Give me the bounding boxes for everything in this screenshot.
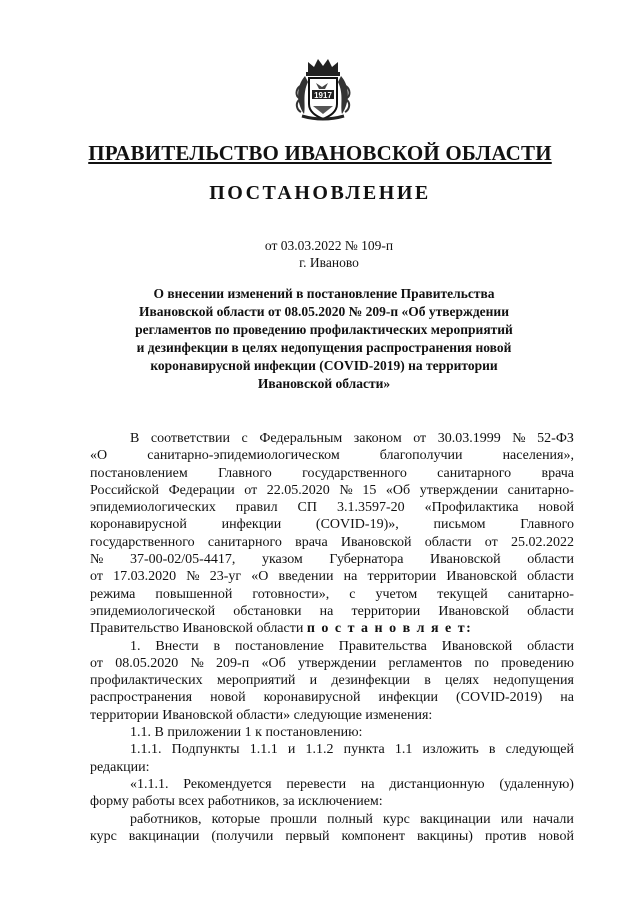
word: области [527,638,574,654]
word: территории [367,569,437,585]
document-type: ПОСТАНОВЛЕНИЕ [209,182,431,204]
word: пункта [343,742,385,758]
text-line [90,482,574,499]
word: распространения [90,690,193,706]
word: соответствии [150,431,230,446]
word: от [90,655,103,671]
document-city: г. Иваново [299,255,359,270]
text-line [90,672,574,689]
text-line [90,534,574,551]
word: постановление [234,638,324,654]
word: режима [90,586,136,602]
word: Ивановской [430,552,501,568]
word: 52-ФЗ [537,431,574,446]
text-line [90,603,574,620]
word: профилактических [90,673,203,689]
word: 3.1.3597-20 [336,500,405,516]
word: В [130,431,140,446]
word: территории [351,603,421,619]
word: вакцинации [420,811,491,827]
word: от [413,431,427,446]
emblem-caption: 1917 [314,91,332,100]
word: письмом [433,517,486,533]
word: коронавирусной [263,690,361,706]
word: Главного [218,465,272,481]
word: Губернатора [329,552,404,568]
word: 17.03.2020 [113,569,177,585]
word: на [319,603,334,619]
word: «Об [385,482,411,498]
text-line [90,465,574,482]
text-line [90,776,574,793]
word: утверждении [297,655,377,671]
paragraph-quote [90,776,574,811]
word: санитарно- [507,586,574,602]
text-line [90,620,574,637]
word: 1.1.1. [130,742,162,758]
word: правил [235,500,278,516]
word: на [343,569,358,585]
word: которые [211,811,261,827]
word: эпидемиологических [90,500,216,516]
word: в [424,673,431,689]
text-line: редакции: [90,759,150,775]
word: 37-00-02/05-4417, [129,552,236,568]
word: области [424,534,472,550]
word: области [527,603,574,619]
enacting-formula: п о с т а н о в л я е т: [306,621,473,637]
word: Правительства [338,638,427,654]
word: Ивановской [340,534,412,550]
word: введении [278,569,334,585]
word: Подпункты [171,742,240,758]
word: первый [285,828,330,844]
word: дистанционную [389,776,485,792]
word: регламентов [388,655,463,671]
word: готовности», [252,586,330,602]
government-name: ПРАВИТЕЛЬСТВО ИВАНОВСКОЙ ОБЛАСТИ [88,141,552,165]
document-meta [256,237,402,271]
word: «Профилактика [424,500,519,516]
word: изложить [422,742,479,758]
word: врача [541,465,574,481]
word: Ивановской [438,603,509,619]
word: компонент [341,828,405,844]
text-line [90,568,574,585]
word: (COVID-2019) [455,690,543,706]
word: (удаленную) [499,776,574,792]
word: недопущения [493,673,574,689]
text-line [90,516,574,533]
title-line: Ивановской области» [257,376,391,391]
word: новой [210,690,246,706]
coat-of-arms-icon [294,56,352,122]
word: № [512,431,526,446]
word: по [474,655,489,671]
text-line: территории Ивановской области» следующие изменения: [90,707,433,723]
word: Федеральным [259,431,343,446]
word: инфекции [221,517,282,533]
text-line [90,741,574,758]
word: курс [90,828,117,844]
word: санитарно- [507,482,574,498]
word: области [527,552,574,568]
word: населения», [502,448,574,464]
word: курс [383,811,410,827]
word: от [484,534,498,550]
title-line: Ивановской области от 08.05.2020 № 209-п «Об утверждении [139,304,509,319]
word: новой [538,828,574,844]
word: № [90,552,104,568]
word: санитарного [207,534,282,550]
word: или [500,811,523,827]
word: «О [90,448,108,464]
word: 08.05.2020 [115,655,179,671]
text-line [90,551,574,568]
word: мероприятий [216,673,296,689]
word: санитарного [437,465,512,481]
word: № [186,569,200,585]
text-line [90,499,574,516]
word: 15 [362,482,377,498]
word: дезинфекции [331,673,410,689]
document-body [90,430,574,845]
word: обстановки [233,603,302,619]
text-line [90,689,574,706]
word: 23-уг [209,569,242,585]
word: Ивановской [441,638,513,654]
word: Российской [90,482,159,498]
word: 1.1.1 [249,742,278,758]
word: (COVID-19)», [315,517,399,533]
word: 25.02.2022 [510,534,574,550]
word: 209-п [216,655,250,671]
word: Рекомендуется [183,776,272,792]
title-line: О внесении изменений в постановление Правительства [153,286,495,301]
document-date-number: от 03.03.2022 № 109-п [264,238,394,253]
text-line [90,811,574,828]
word: 1.1 [394,742,413,758]
title-line: коронавирусной инфекции (COVID-2019) на территории [150,358,498,373]
paragraph-item-1-1: 1.1. В приложении 1 к постановлению: [130,725,363,741]
word: Федерации [168,482,235,498]
word: № [339,482,353,498]
word: 1.1.2 [305,742,334,758]
word: (получили [211,828,274,844]
text-line [90,655,574,672]
word: работников, [130,811,202,827]
word: вакцины) [416,828,473,844]
text-line [90,828,574,845]
word: государственного [90,534,195,550]
word: текущей [437,586,488,602]
word: постановлением [90,465,188,481]
word: повышенной [155,586,233,602]
word: законом [353,431,402,446]
word: Главного [520,517,574,533]
text-line [90,430,574,447]
word: области [527,569,574,585]
word: Ивановской [446,569,517,585]
word: на [360,776,375,792]
paragraph-preamble [90,430,574,638]
word: 22.05.2020 [266,482,330,498]
text-line [90,447,574,464]
text-line [90,638,574,655]
word: № [190,655,204,671]
word: коронавирусной [90,517,187,533]
word: благополучии [379,448,463,464]
word: «Об [261,655,286,671]
enacting-prefix: Правительство Ивановской области [90,621,304,637]
word: следующей [505,742,574,758]
word: и [287,742,296,758]
word: 1. [130,638,141,654]
text-line [90,586,574,603]
word: от [90,569,103,585]
word: с [241,431,248,446]
word: от [244,482,258,498]
word: в [488,742,496,758]
word: начали [532,811,574,827]
word: против [484,828,527,844]
word: 30.03.1999 [437,431,501,446]
word: перевести [286,776,347,792]
word: «О [251,569,269,585]
document-title [116,285,532,393]
word: прошли [270,811,318,827]
word: на [560,690,574,706]
word: «1.1.1. [130,776,169,792]
word: полный [327,811,373,827]
word: врача [295,534,328,550]
word: целях [445,673,480,689]
word: указом [261,552,303,568]
word: Внести [155,638,199,654]
word: вакцинации [128,828,200,844]
paragraph-item-1 [90,638,574,724]
paragraph-exceptions [90,811,574,846]
word: и [309,673,318,689]
word: эпидемиологической [90,603,216,619]
word: санитарно-эпидемиологическом [147,448,340,464]
word: проведению [501,655,574,671]
word: учетом [375,586,418,602]
word: с [349,586,356,602]
word: утверждении [419,482,499,498]
paragraph-item-1-1-1 [90,741,574,776]
title-line: и дезинфекции в целях недопущения распространения новой [136,340,512,355]
word: СП [297,500,317,516]
word: государственного [302,465,407,481]
title-line: регламентов по проведению профилактических мероприятий [135,322,513,337]
word: инфекции [378,690,439,706]
word: в [213,638,221,654]
word: новой [538,500,574,516]
text-line: форму работы всех работников, за исключением: [90,794,383,810]
